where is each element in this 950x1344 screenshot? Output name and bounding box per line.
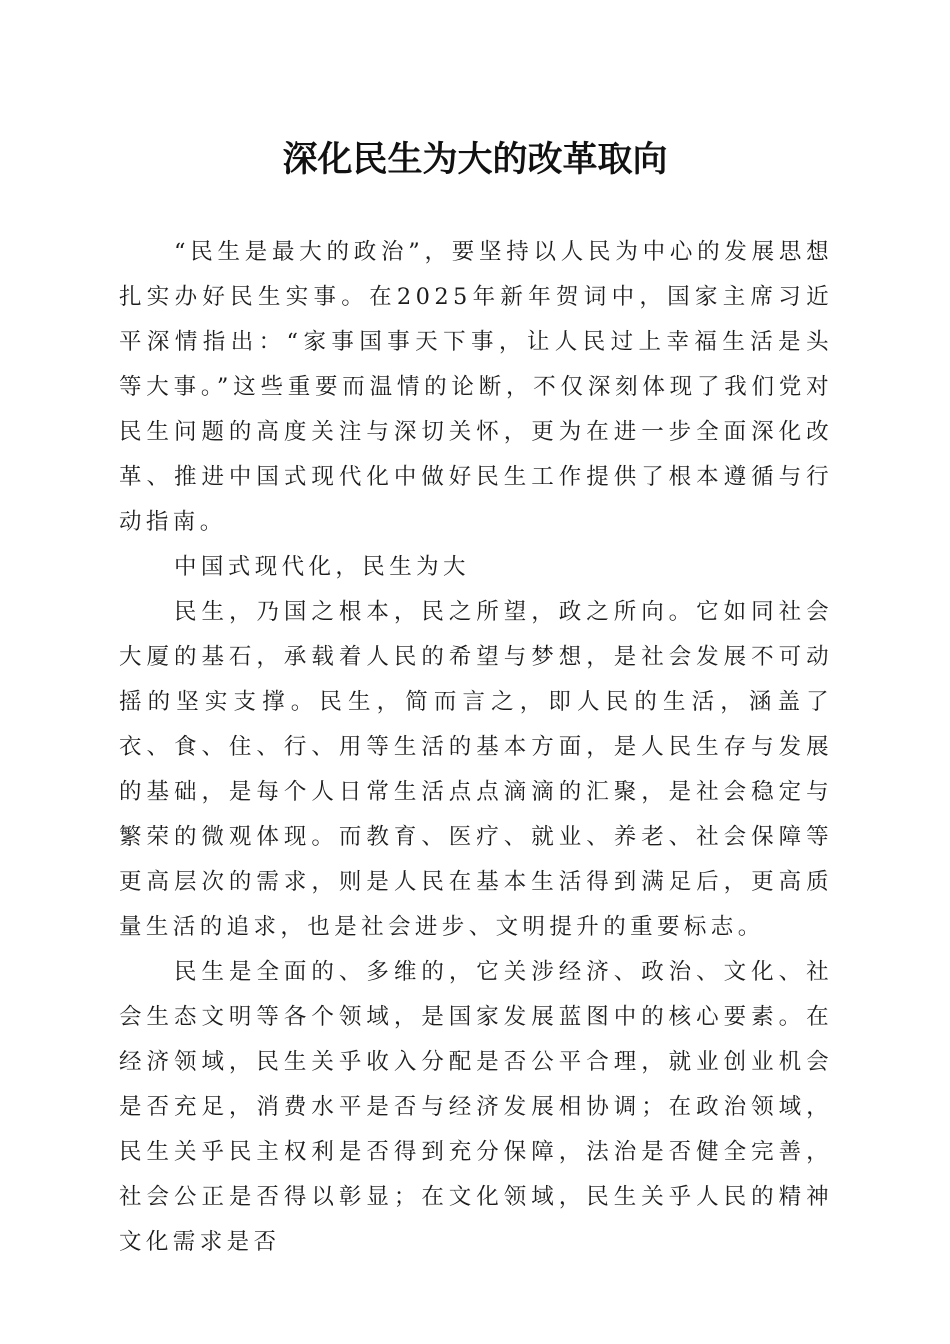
paragraph-livelihood-definition: 民生，乃国之根本，民之所望，政之所向。它如同社会大厦的基石，承载着人民的希望与梦想，是社会发展不可动摇的坚实支撑。民生，简而言之，即人民的生活，涵盖了衣、食、住、行、用等生活的基本方面，是人民生存与发展的基础，是每个人日常生活点点滴滴的汇聚，是社会稳定与繁荣的微观体现。而教育、医疗、就业、养老、社会保障等更高层次的需求，则是人民在基本生活得到满足后，更高质量生活的追求，也是社会进步、文明提升的重要标志。 (119, 599, 833, 940)
paragraph-livelihood-dimensions: 民生是全面的、多维的，它关涉经济、政治、文化、社会生态文明等各个领域，是国家发展蓝图中的核心要素。在经济领域，民生关乎收入分配是否公平合理，就业创业机会是否充足，消费水平是否与经济发展相协调；在政治领域，民生关乎民主权利是否得到充分保障，法治是否健全完善，社会公正是否得以彰显；在文化领域，民生关乎人民的精神文化需求是否 (119, 959, 833, 1255)
document-title: 深化民生为大的改革取向 (282, 139, 668, 180)
paragraph-intro: “民生是最大的政治”，要坚持以人民为中心的发展思想扎实办好民生实事。在2025年新年贺词中，国家主席习近平深情指出：“家事国事天下事，让人民过上幸福生活是头等大事。”这些重要而温情的论断，不仅深刻体现了我们党对民生问题的高度关注与深切关怀，更为在进一步全面深化改革、推进中国式现代化中做好民生工作提供了根本遵循与行动指南。 (119, 239, 833, 535)
section-heading: 中国式现代化，民生为大 (174, 554, 470, 580)
document-body (119, 230, 833, 1265)
